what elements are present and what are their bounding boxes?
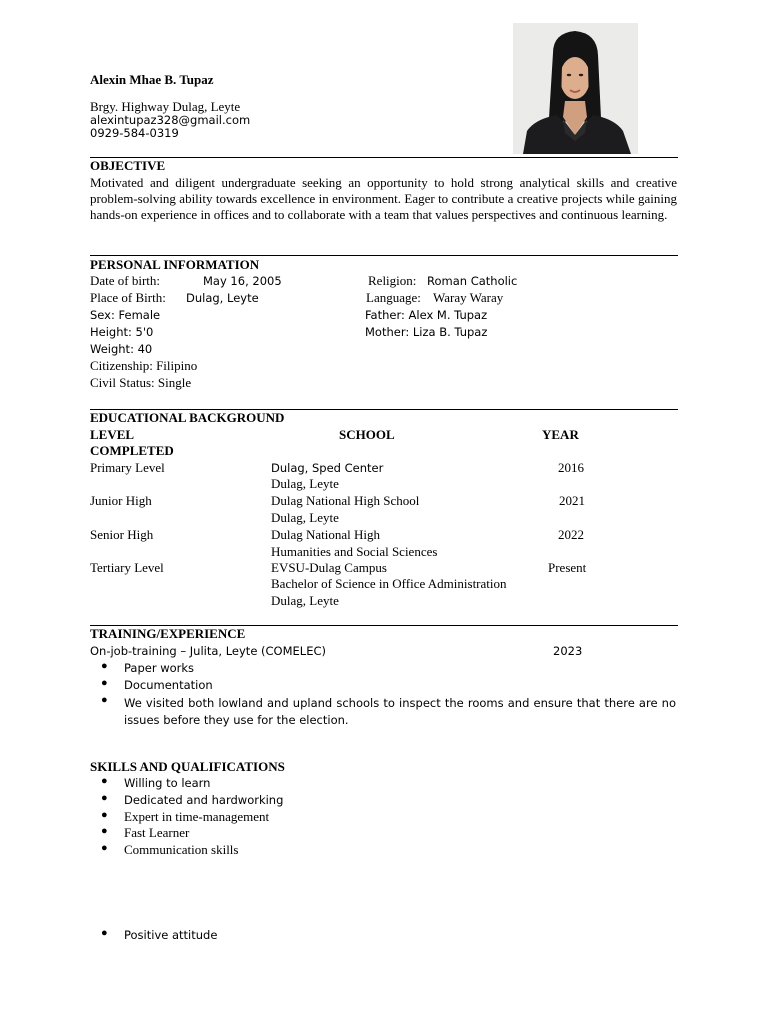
edu-school-line: Dulag, Leyte: [271, 510, 339, 525]
edu-school-line: Bachelor of Science in Office Administration: [271, 576, 507, 591]
pob-value: Dulag, Leyte: [186, 291, 259, 305]
training-heading: TRAINING/EXPERIENCE: [90, 626, 246, 641]
bullet-icon: ●: [101, 927, 108, 939]
personal-info-heading: PERSONAL INFORMATION: [90, 257, 260, 272]
father: Father: Alex M. Tupaz: [365, 308, 488, 322]
phone: 0929-584-0319: [90, 126, 179, 140]
skill-item: Communication skills: [124, 842, 239, 857]
edu-school-line: Dulag National High: [271, 527, 381, 542]
skill-item: Willing to learn: [124, 776, 211, 790]
sex: Sex: Female: [90, 308, 161, 322]
edu-level: Tertiary Level: [90, 560, 164, 575]
edu-school-line: Humanities and Social Sciences: [271, 544, 438, 559]
email: alexintupaz328@gmail.com: [90, 113, 251, 127]
applicant-name: Alexin Mhae B. Tupaz: [90, 72, 214, 87]
bullet-icon: ●: [101, 677, 108, 689]
education-heading: EDUCATIONAL BACKGROUND: [90, 410, 285, 425]
edu-level: Junior High: [90, 493, 152, 508]
training-item: Paper works: [124, 661, 195, 675]
objective-text: Motivated and diligent undergraduate seeking an opportunity to hold strong analytical skills and creative problem-solving ability towards excellence in environment. Eager to contribute a creative projects while gaining hands-on experience in offices and to collaborate with a team that values perspectives and continuous learning.: [90, 175, 677, 222]
section-divider: [90, 157, 678, 158]
citizenship: Citizenship: Filipino: [90, 358, 198, 373]
edu-year: 2022: [558, 527, 584, 542]
skill-item: Fast Learner: [124, 825, 190, 840]
training-entry: On-job-training – Julita, Leyte (COMELEC): [90, 644, 326, 658]
skill-item: Dedicated and hardworking: [124, 793, 284, 807]
training-item: We visited both lowland and upland schools to inspect the rooms and ensure that there are no issues before they use for the election.: [124, 696, 676, 727]
col-year-header: YEAR: [542, 427, 579, 442]
language-value: Waray Waray: [433, 290, 504, 305]
objective-heading: OBJECTIVE: [90, 158, 166, 173]
dob-label: Date of birth:: [90, 273, 161, 288]
bullet-icon: ●: [101, 792, 108, 804]
dob-value: May 16, 2005: [203, 274, 282, 288]
weight: Weight: 40: [90, 342, 153, 356]
bullet-icon: ●: [101, 842, 108, 854]
col-school-header: SCHOOL: [339, 427, 395, 442]
edu-level: Senior High: [90, 527, 154, 542]
edu-school-line: Dulag, Leyte: [271, 593, 339, 608]
section-divider: [90, 255, 678, 256]
bullet-icon: ●: [101, 775, 108, 787]
col-completed-header: COMPLETED: [90, 443, 174, 458]
portrait-image: [513, 23, 638, 154]
skill-item: Positive attitude: [124, 928, 218, 942]
address: Brgy. Highway Dulag, Leyte: [90, 99, 241, 114]
training-item: Documentation: [124, 678, 213, 692]
bullet-icon: ●: [101, 809, 108, 821]
training-year: 2023: [553, 644, 583, 658]
skill-item: Expert in time-management: [124, 809, 270, 824]
edu-school-line: Dulag, Leyte: [271, 476, 339, 491]
edu-level: Primary Level: [90, 460, 165, 475]
language-label: Language:: [366, 290, 421, 305]
edu-school-line: Dulag, Sped Center: [271, 461, 384, 475]
bullet-icon: ●: [101, 660, 108, 672]
edu-year: 2021: [559, 493, 585, 508]
religion-label: Religion:: [368, 273, 417, 288]
edu-school-line: EVSU-Dulag Campus: [271, 560, 387, 575]
edu-year: Present: [548, 560, 587, 575]
edu-year: 2016: [558, 460, 584, 475]
height: Height: 5'0: [90, 325, 154, 339]
bullet-icon: ●: [101, 825, 108, 837]
skills-heading: SKILLS AND QUALIFICATIONS: [90, 759, 285, 774]
pob-label: Place of Birth:: [90, 290, 166, 305]
bullet-icon: ●: [101, 694, 108, 706]
mother: Mother: Liza B. Tupaz: [365, 325, 488, 339]
col-level-header: LEVEL: [90, 427, 135, 442]
religion-value: Roman Catholic: [427, 274, 518, 288]
profile-photo: [513, 23, 638, 154]
edu-school-line: Dulag National High School: [271, 493, 420, 508]
civil-status: Civil Status: Single: [90, 375, 192, 390]
